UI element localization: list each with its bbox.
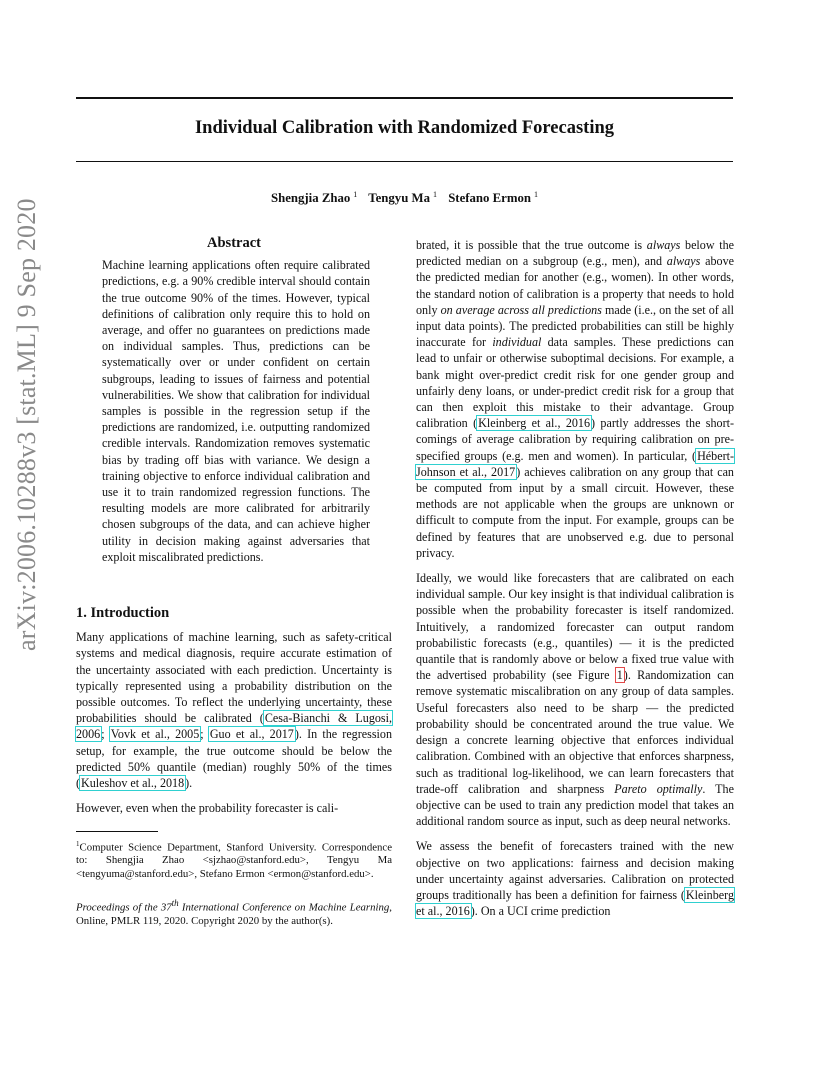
body-paragraph: Ideally, we would like forecasters that are calibrated on each individual sample. Our key insight is that individual calibration is possible when the probability forecaster is itself randomized. Intuitively, a randomized forecaster can output random probabilistic forecasts (e.g., quantiles) — it is the predicted quantile that is randomly above or below a fixed true value with the advertised probability (see Figure 1). Randomization can remove systematic miscalibration on any group of data samples. Useful forecasters also need to be sharp — the predicted probability should be concentrated around the true value. We design a concrete learning objective that enforces individual calibration. Combined with an objective that enforces sharpness, such as traditional log-likelihood, we can learn forecasters that trade-off calibration and sharpness Pareto optimally. The objective can be used to train any prediction model that takes an additional random source as input, such as deep neural networks. [416,571,734,829]
footnote-divider [76,831,158,832]
citation-link[interactable]: Kleinberg et al., 2016 [416,887,734,919]
citation-link[interactable]: Vovk et al., 2005 [110,727,200,742]
citation-link[interactable]: Cesa-Bianchi & Lugosi, 2006 [76,711,392,742]
author-name: Stefano Ermon [448,191,532,205]
abstract-text: Machine learning applications often require calibrated predictions, e.g. a 90% credible interval should contain the true outcome 90% of the times. However, typical definitions of calibration only require this to hold on average, and offer no guarantees on predictions made on individual samples. Thus, predictions can be systematically over or under confident on certain subgroups, leading to issues of fairness and potential vulnerabilities. We show that calibration for individual samples is possible in the regression setup if the predictions are randomized, i.e. outputting randomized credible intervals. Randomization removes systematic bias by trading off bias with variance. We design a training objective to enforce individual calibration and use it to train randomized regression functions. The resulting models are more calibrated for arbitrarily chosen subgroups of the data, and can achieve higher utility in decision making against adversaries that exploit miscalibrated predictions. [102,258,370,564]
figure-reference-link[interactable]: 1 [616,668,623,683]
intro-paragraph: However, even when the probability forecaster is cali- [76,801,339,816]
affiliation-mark: 1 [432,190,437,199]
right-column [416,237,734,928]
author-list [76,190,733,206]
citation-link[interactable]: Guo et al., 2017 [209,727,294,742]
arxiv-identifier-stamp: arXiv:2006.10288v3 [stat.ML] 9 Sep 2020 [12,198,41,651]
affiliation-mark: 1 [534,190,539,199]
paper-title: Individual Calibration with Randomized Forecasting [194,118,615,138]
affiliation-mark: 1 [353,190,358,199]
section-heading-introduction: 1. Introduction [76,605,170,622]
citation-link[interactable]: Hébert-Johnson et al., 2017 [416,448,734,479]
affiliation-footnote: $^1$Computer Science Department, Stanford University. Correspondence to: Shengjia Zhao <sjzhao@stanford.edu>, Tengyu Ma <tengyuma@stanford.edu>, Stefano Ermon <ermon@stanford.edu>. [76,839,392,880]
author-name: Tengyu Ma [368,191,430,205]
left-column [76,235,392,928]
author-name: Shengjia Zhao [270,191,351,205]
title-top-rule [76,97,733,99]
body-paragraph: We assess the benefit of forecasters trained with the new objective on two applications: fairness and decision making under uncertainty against adversaries. Calibration on protected groups traditionally has been a definition for fairness (Kleinberg et al., 2016). On a UCI crime prediction [416,839,734,919]
intro-paragraph: Many applications of machine learning, such as safety-critical systems and medical diagnosis, require accurate estimation of the uncertainty associated with each prediction. Uncertainty is typically represented using a probability distribution on the possible outcomes. To reflect the underlying uncertainty, these probabilities should be calibrated (Cesa-Bianchi & Lugosi, 2006; Vovk et al., 2005; Guo et al., 2017). In the regression setup, for example, the true outcome should be below the predicted 50% quantile (median) roughly 50% of the times (Kuleshov et al., 2018). [76,630,392,791]
proceedings-note: Proceedings of the 37th International Conference on Machine Learning, Online, PMLR 119, 2020. Copyright 2020 by the author(s). [76,897,392,927]
citation-link[interactable]: Kleinberg et al., 2016 [478,416,591,431]
title-bottom-rule [76,161,733,162]
body-paragraph: brated, it is possible that the true outcome is always below the predicted median on a subgroup (e.g., men), and always above the predicted median for another (e.g., women). In other words, the standard notion of calibration is a property that needs to hold only on average across all predictions made (i.e., on the set of all input data points). The predicted probabilities can still be highly inaccurate for individual data samples. These predictions can lead to unfair or otherwise suboptimal decisions. For example, a bank might over-predict credit risk for one gender group and unfairly deny loans, or under-predict credit risk for a group that can then exploit this mistake to their advantage. Group calibration (Kleinberg et al., 2016) partly addresses the short-comings of average calibration by requiring calibration on pre-specified groups (e.g. men and women). In particular, (Hébert-Johnson et al., 2017) achieves calibration on any group that can be computed from input by a small circuit. However, these methods are not applicable when the groups are unknown or difficult to compute from the input. For example, groups can be defined by features that are unobserved e.g. due to personal privacy. [416,238,735,560]
citation-link[interactable]: Kuleshov et al., 2018 [81,776,185,791]
abstract-heading: Abstract [207,235,261,251]
